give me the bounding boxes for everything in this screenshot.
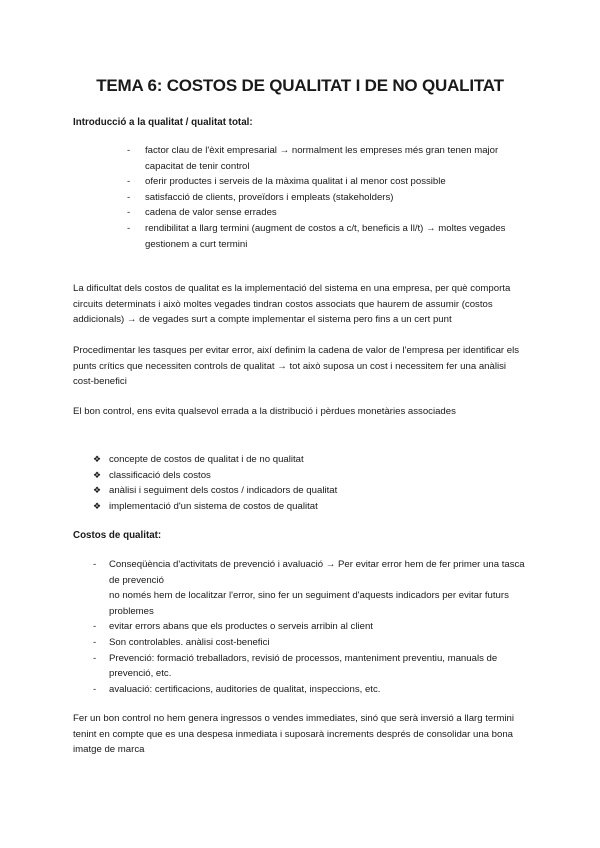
list-item xyxy=(127,190,527,206)
dash-bullet: - xyxy=(93,621,97,633)
list-item-text: rendibilitat a llarg termini (augment de costos a c/t, beneficis a ll/t) → moltes vegades gestionem a curt termini xyxy=(145,222,506,250)
list-item-text: concepte de costos de qualitat i de no qualitat xyxy=(109,454,304,465)
list-item-text: oferir productes i serveis de la màxima qualitat i al menor cost possible xyxy=(145,176,446,188)
list-item xyxy=(93,651,533,682)
topics-list xyxy=(93,452,513,514)
list-item xyxy=(127,221,527,252)
list-item-text: classificació dels costos xyxy=(109,469,211,481)
list-item-text: satisfacció de clients, proveïdors i empleats (stakeholders) xyxy=(145,191,394,203)
list-item-text: cadena de valor sense errades xyxy=(145,207,277,219)
dash-bullet: - xyxy=(127,222,131,234)
dash-bullet: - xyxy=(127,145,131,156)
dash-bullet: - xyxy=(93,652,97,664)
list-item-continuation: no només hem de localitzar l'error, sino fer un seguiment d'aquests indicadors per evitar futurs problemes xyxy=(109,590,509,617)
costs-heading: Costos de qualitat: xyxy=(73,530,162,541)
dash-bullet: - xyxy=(127,176,131,188)
list-item xyxy=(93,483,513,499)
list-item xyxy=(127,143,527,174)
diamond-bullet-icon: ❖ xyxy=(93,485,102,496)
paragraph-difficulty: La dificultat dels costos de qualitat es la implementació del sistema en una empresa, per què comporta circuits determinats i això moltes vegades tindran costos associats que haurem de assumir (costos addicionals) → de vegades surt a compte implementar el sistema pero fins a un cert punt xyxy=(73,283,511,326)
list-item xyxy=(93,468,513,484)
intro-list xyxy=(127,143,527,252)
closing-paragraph: Fer un bon control no hem genera ingressos o vendes immediates, sinó que serà inversió a llarg termini tenint en compte que es una despesa inmediata i suposarà increments després de consolidar una bona imatge de marca xyxy=(73,713,515,756)
list-item-text: evitar errors abans que els productes o serveis arribin al client xyxy=(109,621,373,633)
list-item xyxy=(93,619,533,635)
intro-heading: Introducció a la qualitat / qualitat total: xyxy=(73,117,253,128)
dash-bullet: - xyxy=(127,207,131,219)
dash-bullet: - xyxy=(93,683,97,695)
list-item-text: factor clau de l'èxit empresarial → normalment les empreses més gran tenen major capacitat de tenir control xyxy=(145,145,499,172)
list-item xyxy=(93,452,513,468)
list-item xyxy=(93,557,533,619)
list-item-text: Conseqüència d'activitats de prevenció i avaluació → Per evitar error hem de fer primer una tasca de prevenció xyxy=(109,559,525,586)
dash-bullet: - xyxy=(127,191,131,203)
costs-list xyxy=(93,557,533,697)
list-item-text: avaluació: certificacions, auditories de qualitat, inspeccions, etc. xyxy=(109,683,381,695)
paragraph-procedures: Procedimentar les tasques per evitar error, així definim la cadena de valor de l'empresa per identificar els punts crítics que necessiten controls de qualitat → tot això suposa un cost i necessitem fer una anàlisi cost-benefici xyxy=(73,345,520,388)
page-title: TEMA 6: COSTOS DE QUALITAT I DE NO QUALITAT xyxy=(96,76,504,95)
diamond-bullet-icon: ❖ xyxy=(93,500,102,511)
list-item-text: implementació d'un sistema de costos de qualitat xyxy=(109,500,318,512)
list-item xyxy=(93,635,533,651)
list-item xyxy=(127,205,527,221)
dash-bullet: - xyxy=(93,636,97,648)
diamond-bullet-icon: ❖ xyxy=(93,469,102,480)
list-item-text: Prevenció: formació treballadors, revisió de processos, manteniment preventiu, manuals de prevenció, etc. xyxy=(109,652,498,680)
list-item xyxy=(127,174,527,190)
list-item xyxy=(93,682,533,698)
list-item-text: Son controlables. anàlisi cost-benefici xyxy=(109,636,270,648)
diamond-bullet-icon: ❖ xyxy=(93,454,102,464)
list-item xyxy=(93,499,513,515)
paragraph-control: El bon control, ens evita qualsevol errada a la distribució i pèrdues monetàries associades xyxy=(73,406,456,417)
list-item-text: anàlisi i seguiment dels costos / indicadors de qualitat xyxy=(109,485,338,497)
dash-bullet: - xyxy=(93,559,97,570)
